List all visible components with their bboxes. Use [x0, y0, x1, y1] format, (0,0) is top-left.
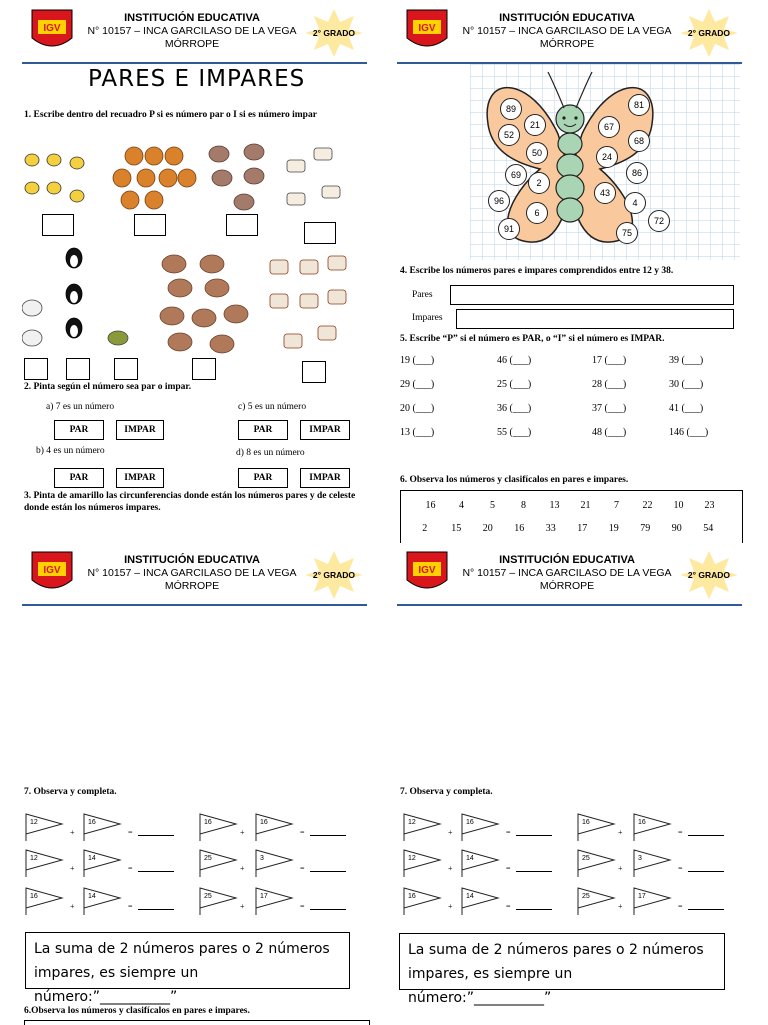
question-4: 4. Escribe los números pares e impares comprendidos entre 12 y 38. — [400, 266, 674, 276]
plus-sign: + — [70, 828, 75, 837]
question-6: 6. Observa los números y clasifícalos en pares e impares. — [400, 475, 629, 485]
butterfly-number-circle[interactable]: 91 — [498, 218, 520, 240]
question-7: 7. Observa y completa. — [24, 787, 117, 797]
header-line3: MÓRROPE — [164, 580, 220, 592]
answer-box[interactable] — [114, 358, 138, 380]
question-3: 3. Pinta de amarillo las circunferencias donde están los números pares y de celeste donde están los números impares. — [24, 491, 356, 513]
plus-sign: + — [618, 902, 623, 911]
flag-icon — [632, 886, 672, 916]
answer-line[interactable] — [138, 825, 174, 836]
question-7: 7. Observa y completa. — [400, 787, 493, 797]
q2-item-b: b) 4 es un número — [36, 446, 105, 456]
q2-item-a: a) 7 es un número — [46, 402, 115, 412]
flag-icon — [254, 812, 294, 842]
q6-number: 33 — [545, 523, 556, 534]
header-line1: INSTITUCIÓN EDUCATIVA — [124, 12, 260, 24]
q5-item[interactable]: 48 (___) — [592, 427, 627, 438]
answer-box[interactable] — [66, 358, 90, 380]
butterfly-number-circle[interactable]: 96 — [488, 190, 510, 212]
flag-number: 12 — [30, 855, 38, 862]
equals-sign: = — [128, 864, 133, 873]
answer-line[interactable] — [310, 899, 346, 910]
q5-item[interactable]: 146 (___) — [669, 427, 709, 438]
q5-grid — [400, 355, 740, 445]
equals-sign: = — [678, 864, 683, 873]
flag-icon — [402, 886, 442, 916]
answer-box[interactable] — [134, 214, 166, 236]
answer-line[interactable] — [516, 825, 552, 836]
flag-icon — [82, 848, 122, 878]
plus-sign: + — [240, 902, 245, 911]
header-line1: INSTITUCIÓN EDUCATIVA — [499, 12, 635, 24]
equals-sign: = — [300, 902, 305, 911]
flag-number: 14 — [466, 855, 474, 862]
impar-button[interactable]: IMPAR — [116, 420, 164, 440]
par-button[interactable]: PAR — [54, 468, 104, 488]
answer-box[interactable] — [302, 361, 326, 383]
plus-sign: + — [448, 864, 453, 873]
header-line2: N° 10157 – INCA GARCILASO DE LA VEGA — [462, 25, 672, 37]
q6-number: 79 — [640, 523, 651, 534]
question-2: 2. Pinta según el número sea par o impar. — [24, 382, 192, 392]
q6-number: 21 — [580, 500, 591, 511]
equals-sign: = — [506, 864, 511, 873]
header-line3: MÓRROPE — [539, 38, 595, 50]
impar-button[interactable]: IMPAR — [300, 420, 350, 440]
answer-box[interactable] — [42, 214, 74, 236]
butterfly-number-circle[interactable]: 81 — [628, 94, 650, 116]
q5-item[interactable]: 20 (___) — [400, 403, 435, 414]
flag-number: 12 — [408, 855, 416, 862]
plus-sign: + — [70, 902, 75, 911]
grade-label: 2° GRADO — [312, 28, 356, 38]
flag-number: 25 — [204, 893, 212, 900]
flag-icon — [576, 848, 616, 878]
q6-number-box — [400, 490, 743, 543]
q6-row2 — [409, 518, 724, 536]
plus-sign: + — [70, 864, 75, 873]
butterfly-number-circle[interactable]: 75 — [616, 222, 638, 244]
impar-button[interactable]: IMPAR — [300, 468, 350, 488]
q5-item[interactable]: 28 (___) — [592, 379, 627, 390]
answer-line[interactable] — [688, 825, 724, 836]
answer-line[interactable] — [516, 899, 552, 910]
pares-input[interactable] — [450, 285, 734, 305]
answer-line[interactable] — [310, 825, 346, 836]
flag-number: 14 — [466, 893, 474, 900]
q6-number: 19 — [608, 523, 619, 534]
answer-line[interactable] — [138, 899, 174, 910]
flag-number: 25 — [582, 893, 590, 900]
butterfly-number-circle[interactable]: 43 — [594, 182, 616, 204]
butterfly-number-circle[interactable]: 68 — [628, 130, 650, 152]
flag-number: 16 — [88, 819, 96, 826]
butterfly-number-circle[interactable]: 72 — [648, 210, 670, 232]
flag-icon — [402, 848, 442, 878]
flag-number: 3 — [260, 855, 264, 862]
header-line3: MÓRROPE — [539, 580, 595, 592]
note-line1: La suma de 2 números pares o 2 números — [408, 942, 704, 958]
q5-item[interactable]: 17 (___) — [592, 355, 627, 366]
q6-number: 17 — [577, 523, 588, 534]
header-line2: N° 10157 – INCA GARCILASO DE LA VEGA — [87, 567, 297, 579]
school-logo-icon — [405, 550, 449, 596]
flag-icon — [24, 848, 64, 878]
answer-line[interactable] — [688, 861, 724, 872]
q6-number: 22 — [642, 500, 653, 511]
q2-item-d: d) 8 es un número — [236, 448, 305, 458]
header-line2: N° 10157 – INCA GARCILASO DE LA VEGA — [462, 567, 672, 579]
equals-sign: = — [506, 828, 511, 837]
flag-icon — [82, 812, 122, 842]
butterfly-number-circle[interactable]: 86 — [626, 162, 648, 184]
answer-line[interactable] — [310, 861, 346, 872]
q6-number: 90 — [671, 523, 682, 534]
header-line1: INSTITUCIÓN EDUCATIVA — [124, 554, 260, 566]
q6-row1 — [415, 495, 725, 513]
header-line1: INSTITUCIÓN EDUCATIVA — [499, 554, 635, 566]
flag-number: 17 — [638, 893, 646, 900]
pares-label: Pares — [412, 290, 433, 300]
impares-input[interactable] — [456, 309, 734, 329]
flag-icon — [82, 886, 122, 916]
q5-item[interactable]: 13 (___) — [400, 427, 435, 438]
q5-item[interactable]: 39 (___) — [669, 355, 704, 366]
equals-sign: = — [506, 902, 511, 911]
flag-icon — [24, 886, 64, 916]
school-logo-icon — [405, 8, 449, 54]
flag-number: 16 — [582, 819, 590, 826]
q6-bottom-box-edge — [24, 1020, 370, 1025]
page-title: PARES E IMPARES — [88, 66, 306, 92]
answer-line[interactable] — [516, 861, 552, 872]
page1-header — [22, 6, 367, 64]
sum-rule-note — [25, 932, 350, 1005]
page2-header — [397, 6, 742, 64]
header-rule — [397, 604, 742, 606]
flag-icon — [576, 812, 616, 842]
impares-label: Impares — [412, 313, 443, 323]
par-button[interactable]: PAR — [238, 420, 288, 440]
flag-number: 25 — [204, 855, 212, 862]
flag-icon — [254, 886, 294, 916]
butterfly-number-circle[interactable]: 50 — [526, 142, 548, 164]
answer-line[interactable] — [138, 861, 174, 872]
equals-sign: = — [678, 902, 683, 911]
q6-number: 16 — [514, 523, 525, 534]
plus-sign: + — [240, 828, 245, 837]
q2-item-c: c) 5 es un número — [238, 402, 307, 412]
logo-text: IGV — [418, 23, 436, 34]
note-line2: impares, es siempre un número:”__________” — [34, 965, 199, 1005]
flag-icon — [460, 886, 500, 916]
q5-item[interactable]: 41 (___) — [669, 403, 704, 414]
header-line2: N° 10157 – INCA GARCILASO DE LA VEGA — [87, 25, 297, 37]
butterfly-number-circle[interactable]: 6 — [526, 202, 548, 224]
q6-number: 4 — [459, 500, 464, 511]
flag-number: 12 — [30, 819, 38, 826]
animal-illustrations-icon — [22, 138, 362, 378]
plus-sign: + — [618, 864, 623, 873]
q6-number: 15 — [451, 523, 462, 534]
note-line2: impares, es siempre un número:”__________” — [408, 966, 573, 1006]
school-logo-icon — [30, 8, 74, 54]
flag-number: 12 — [408, 819, 416, 826]
flag-icon — [460, 812, 500, 842]
par-button[interactable]: PAR — [238, 468, 288, 488]
q5-item[interactable]: 29 (___) — [400, 379, 435, 390]
school-logo-icon — [30, 550, 74, 596]
note-line1: La suma de 2 números pares o 2 números — [34, 941, 330, 957]
q5-item[interactable]: 25 (___) — [497, 379, 532, 390]
equals-sign: = — [128, 902, 133, 911]
q6-number: 54 — [703, 523, 714, 534]
flag-icon — [24, 812, 64, 842]
header-rule — [22, 62, 367, 64]
question-1: 1. Escribe dentro del recuadro P si es número par o I si es número impar — [24, 110, 317, 120]
plus-sign: + — [448, 828, 453, 837]
butterfly-number-circle[interactable]: 4 — [624, 192, 646, 214]
q6-number: 13 — [549, 500, 560, 511]
flag-icon — [254, 848, 294, 878]
flag-number: 16 — [204, 819, 212, 826]
butterfly-number-circle[interactable]: 24 — [596, 146, 618, 168]
logo-text: IGV — [43, 565, 61, 576]
flag-number: 16 — [638, 819, 646, 826]
plus-sign: + — [618, 828, 623, 837]
q5-item[interactable]: 46 (___) — [497, 355, 532, 366]
q5-item[interactable]: 36 (___) — [497, 403, 532, 414]
answer-box[interactable] — [192, 358, 216, 380]
butterfly-number-circle[interactable]: 52 — [498, 124, 520, 146]
answer-line[interactable] — [688, 899, 724, 910]
header-rule — [22, 604, 367, 606]
flag-exercises-page3 — [22, 806, 367, 921]
q5-item[interactable]: 19 (___) — [400, 355, 435, 366]
flag-icon — [632, 848, 672, 878]
logo-text: IGV — [43, 23, 61, 34]
page4-header — [397, 548, 742, 606]
page3-header — [22, 548, 367, 606]
butterfly-number-circle[interactable]: 21 — [524, 114, 546, 136]
q5-item[interactable]: 30 (___) — [669, 379, 704, 390]
q5-item[interactable]: 55 (___) — [497, 427, 532, 438]
q6-number: 7 — [614, 500, 619, 511]
butterfly-number-circle[interactable]: 2 — [528, 172, 550, 194]
flag-icon — [198, 886, 238, 916]
equals-sign: = — [300, 864, 305, 873]
flag-number: 14 — [88, 855, 96, 862]
flag-icon — [198, 848, 238, 878]
equals-sign: = — [678, 828, 683, 837]
q6-number: 8 — [521, 500, 526, 511]
par-button[interactable]: PAR — [54, 420, 104, 440]
logo-text: IGV — [418, 565, 436, 576]
plus-sign: + — [240, 864, 245, 873]
answer-box[interactable] — [226, 214, 258, 236]
flag-icon — [632, 812, 672, 842]
flag-number: 16 — [30, 893, 38, 900]
flag-icon — [198, 812, 238, 842]
sum-rule-note — [399, 933, 725, 1006]
animal-groups — [22, 138, 362, 378]
header-line3: MÓRROPE — [164, 38, 220, 50]
flag-number: 17 — [260, 893, 268, 900]
q6-number: 23 — [704, 500, 715, 511]
butterfly-number-circle[interactable]: 67 — [598, 116, 620, 138]
flag-exercises-page4 — [400, 806, 745, 921]
flag-number: 16 — [408, 893, 416, 900]
flag-icon — [460, 848, 500, 878]
flag-number: 16 — [260, 819, 268, 826]
q6-number: 5 — [490, 500, 495, 511]
flag-icon — [402, 812, 442, 842]
answer-box[interactable] — [24, 358, 48, 380]
impar-button[interactable]: IMPAR — [116, 468, 164, 488]
question-5: 5. Escribe “P” si el número es PAR, o “I” si el número es IMPAR. — [400, 334, 665, 344]
grade-label: 2° GRADO — [687, 28, 731, 38]
plus-sign: + — [448, 902, 453, 911]
flag-icon — [576, 886, 616, 916]
q5-item[interactable]: 37 (___) — [592, 403, 627, 414]
q6-number: 2 — [422, 523, 428, 534]
grade-label: 2° GRADO — [312, 570, 356, 580]
equals-sign: = — [300, 828, 305, 837]
q6-number: 20 — [482, 523, 493, 534]
flag-number: 14 — [88, 893, 96, 900]
flag-number: 3 — [638, 855, 642, 862]
equals-sign: = — [128, 828, 133, 837]
butterfly-number-circle[interactable]: 69 — [505, 164, 527, 186]
question-6-bottom: 6.Observa los números y clasifícalos en pares e impares. — [24, 1006, 250, 1016]
grade-label: 2° GRADO — [687, 570, 731, 580]
butterfly-numbers — [470, 64, 740, 260]
flag-number: 16 — [466, 819, 474, 826]
butterfly-number-circle[interactable]: 89 — [500, 98, 522, 120]
q6-number: 16 — [425, 500, 436, 511]
flag-number: 25 — [582, 855, 590, 862]
q6-number: 10 — [673, 500, 684, 511]
answer-box[interactable] — [304, 222, 336, 244]
